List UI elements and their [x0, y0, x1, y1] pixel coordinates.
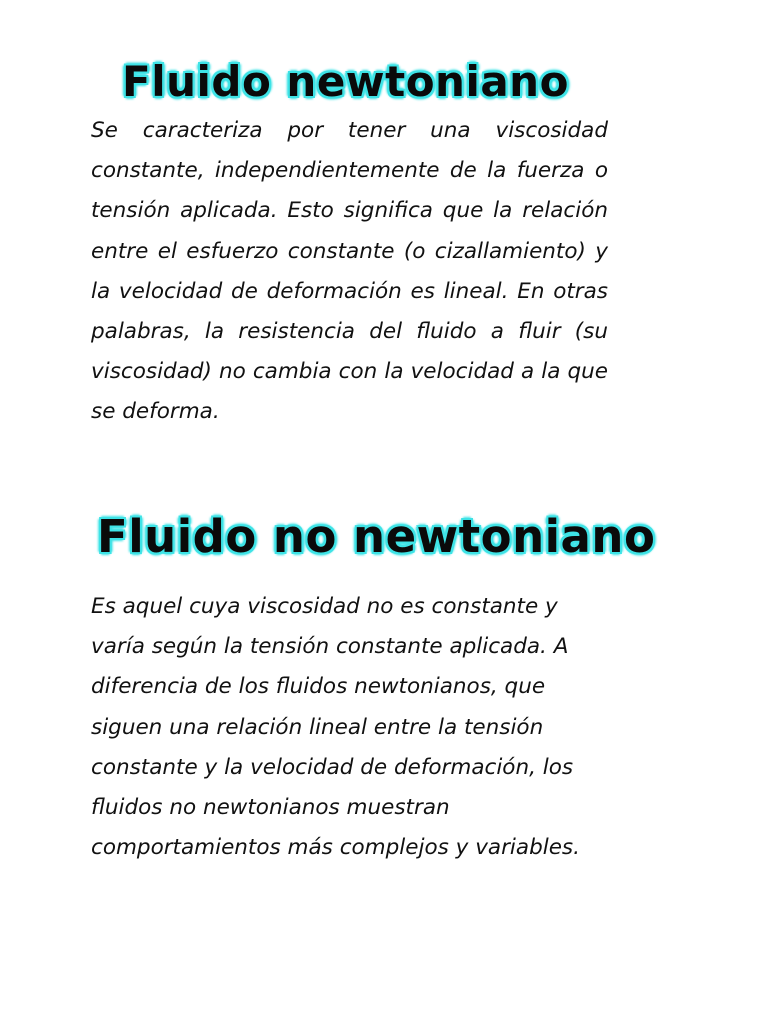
section-heading-non-newtonian: Fluido no newtoniano	[97, 510, 656, 563]
section-body-non-newtonian: Es aquel cuya viscosidad no es constante y varía según la tensión constante aplicada. A diferencia de los fluidos newtonianos, que siguen una relación lineal entre la tensión constante y la velocidad de deformación, los fluidos no newtonianos muestran comportamientos más complejos y variables.	[91, 594, 580, 861]
section-heading-newtonian: Fluido newtoniano	[122, 57, 569, 106]
section-body-newtonian: Se caracteriza por tener una viscosidad constante, independientemente de la fuerza o tensión aplicada. Esto significa que la relación entre el esfuerzo constante (o cizallamiento) y la velocidad de deformación es lineal. En otras palabras, la resistencia del fluido a fluir (su viscosidad) no cambia con la velocidad a la que se deforma.	[91, 118, 608, 425]
